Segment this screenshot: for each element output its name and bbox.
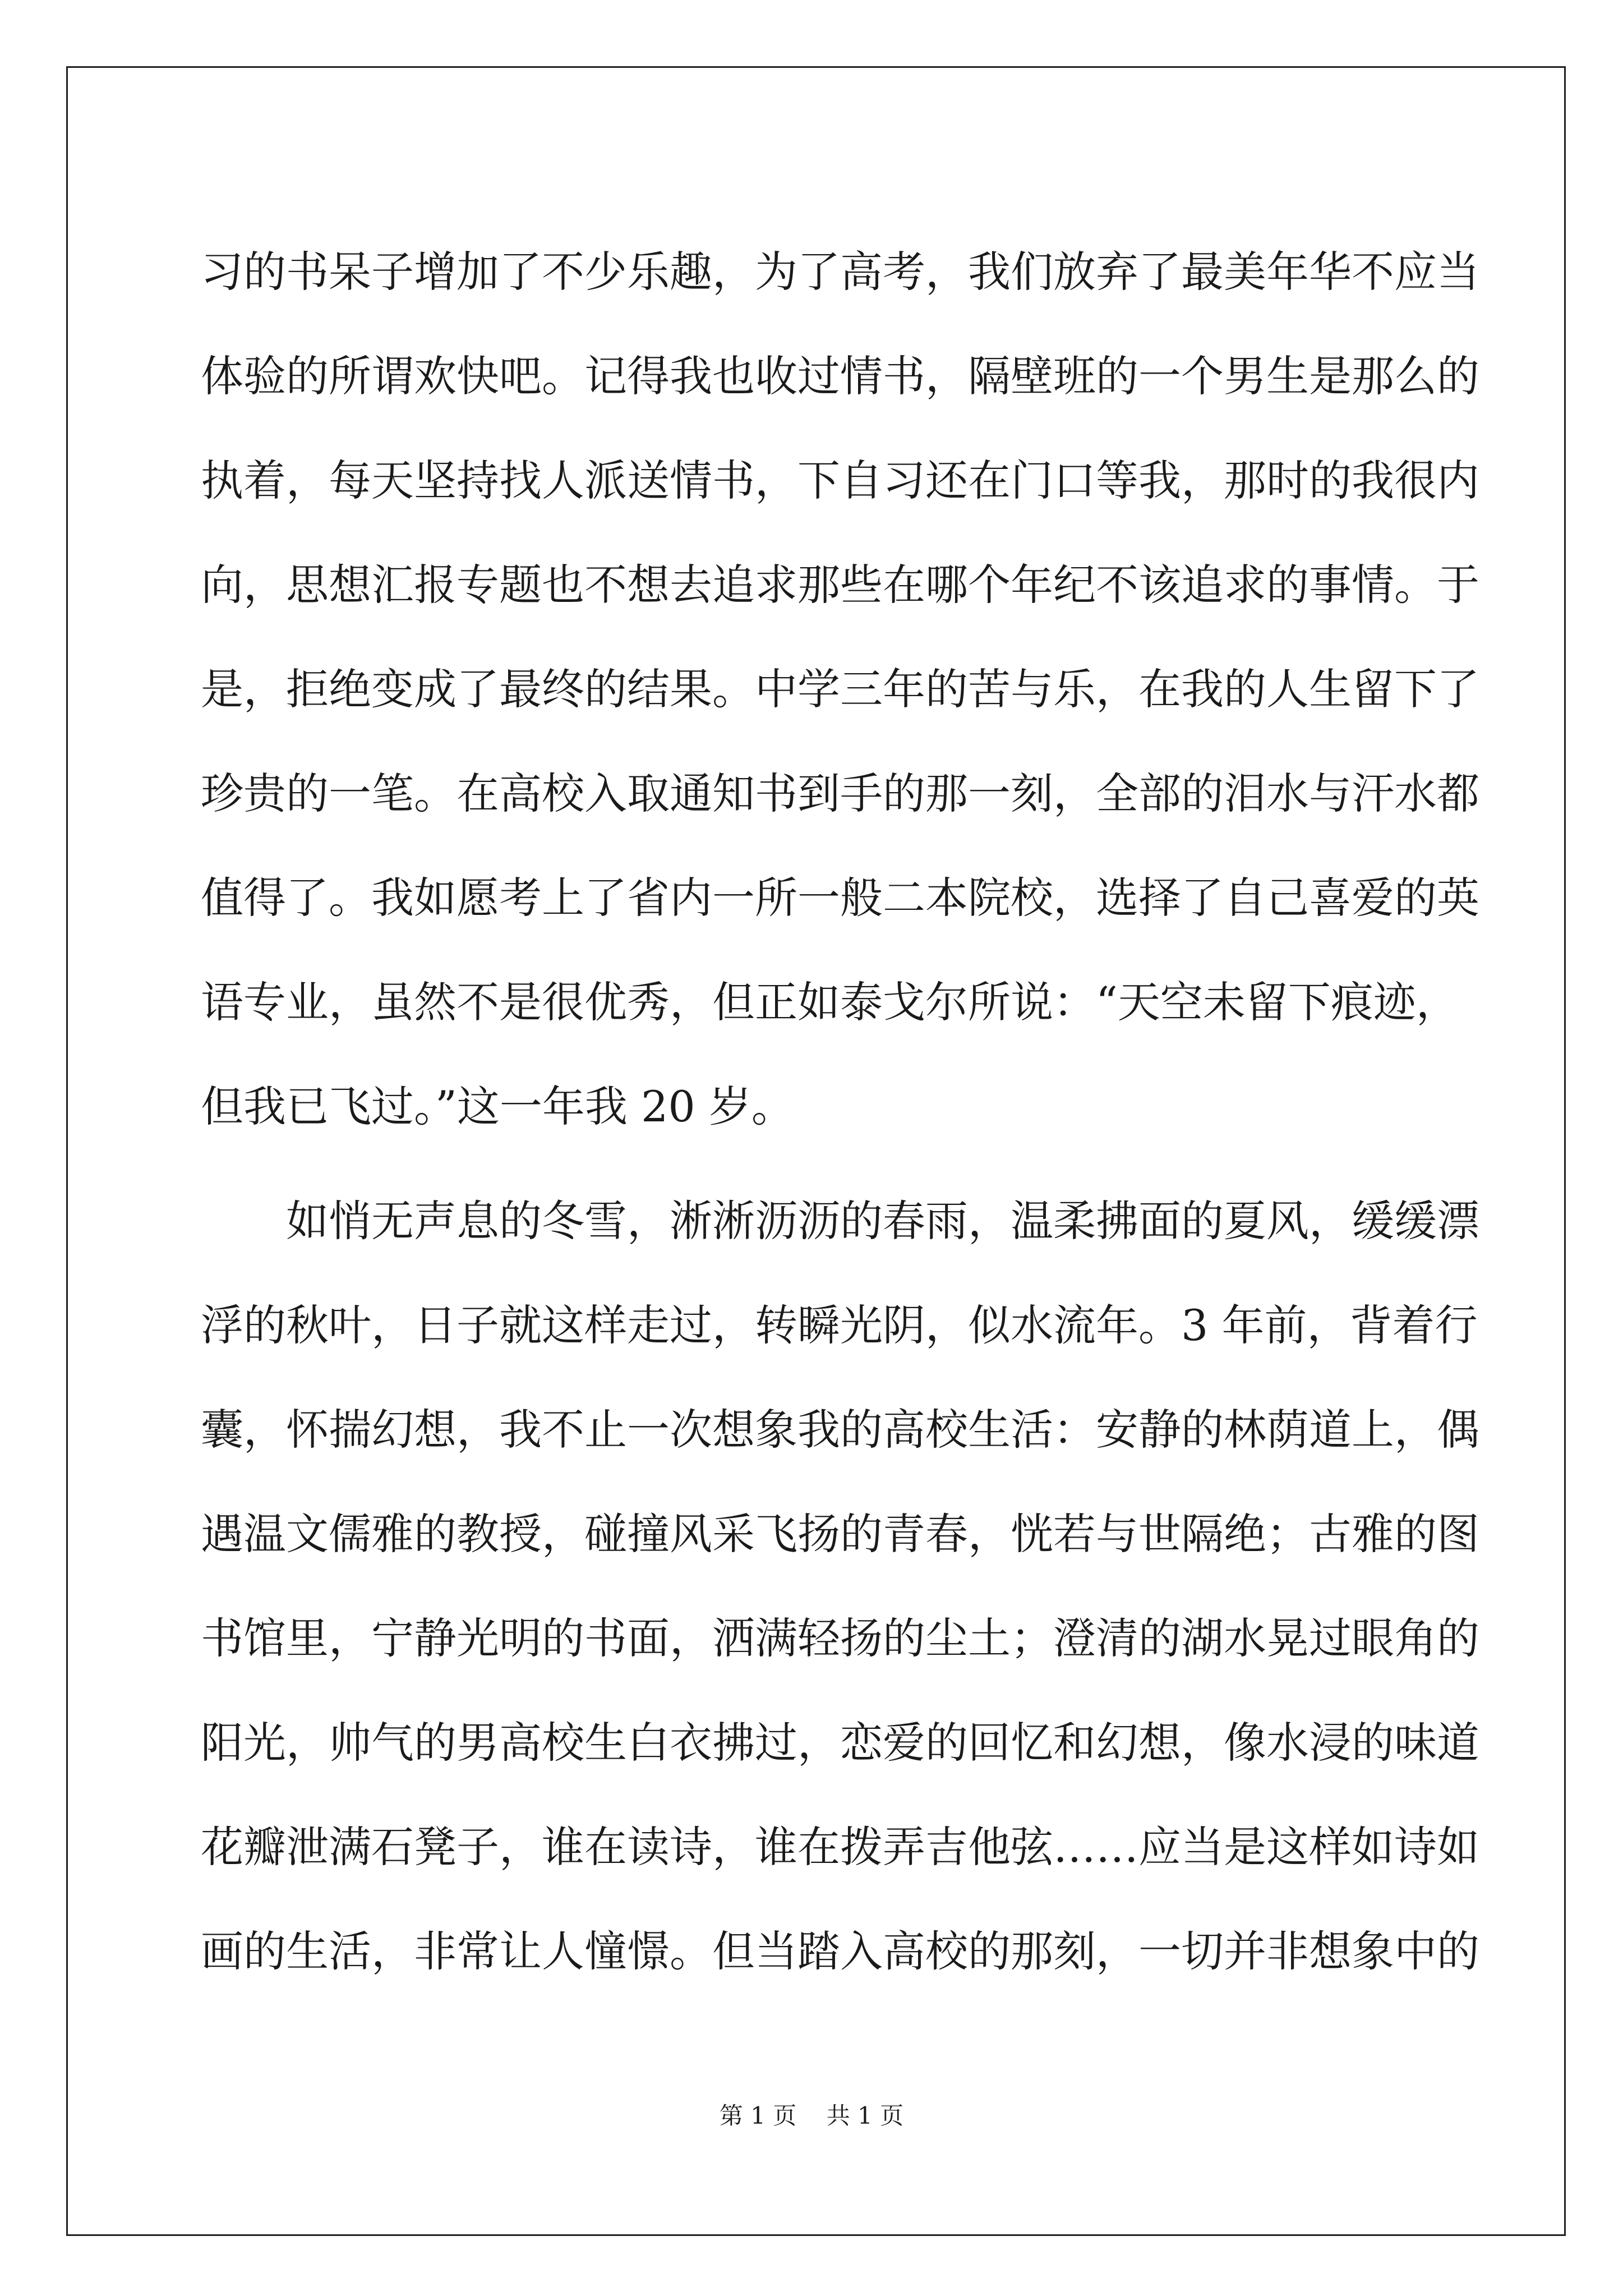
text-line: 但我已飞过。”这一年我 20 岁。 <box>201 1082 794 1131</box>
text-line: 浮的秋叶，日子就这样走过，转瞬光阴，似水流年。3 年前，背着行 <box>201 1300 1478 1350</box>
text-line: 习的书呆子增加了不少乐趣，为了高考，我们放弃了最美年华不应当 <box>201 247 1479 297</box>
text-line: 花瓣泄满石凳子，谁在读诗，谁在拨弄吉他弦……应当是这样如诗如 <box>201 1822 1479 1872</box>
text-line: 阳光，帅气的男高校生白衣拂过，恋爱的回忆和幻想，像水浸的味道 <box>201 1718 1479 1768</box>
text-line: 画的生活，非常让人憧憬。但当踏入高校的那刻，一切并非想象中的 <box>201 1926 1479 1976</box>
text-line: 语专业，虽然不是很优秀，但正如泰戈尔所说：“天空未留下痕迹， <box>201 977 1459 1027</box>
text-line: 体验的所谓欢快吧。记得我也收过情书，隔壁班的一个男生是那么的 <box>201 351 1479 401</box>
document-body <box>201 220 1479 2004</box>
text-line: 向，思想汇报专题也不想去追求那些在哪个年纪不该追求的事情。于 <box>201 560 1479 610</box>
text-line: 遇温文儒雅的教授，碰撞风采飞扬的青春，恍若与世隔绝；古雅的图 <box>201 1509 1479 1559</box>
text-line: 是，拒绝变成了最终的结果。中学三年的苦与乐，在我的人生留下了 <box>201 664 1479 714</box>
text-line: 珍贵的一笔。在高校入取通知书到手的那一刻，全部的泪水与汗水都 <box>201 769 1479 818</box>
paragraph-gap <box>201 1159 1435 1169</box>
text-line: 执着，每天坚持找人派送情书，下自习还在门口等我，那时的我很内 <box>201 455 1479 505</box>
text-line: 囊，怀揣幻想，我不止一次想象我的高校生活：安静的林荫道上，偶 <box>201 1405 1479 1455</box>
paragraph-2 <box>201 1169 1479 2004</box>
page-number-footer: 第 1 页 共 1 页 <box>719 2102 904 2129</box>
text-line: 如悄无声息的冬雪，淅淅沥沥的春雨，温柔拂面的夏风，缓缓漂 <box>286 1196 1479 1246</box>
text-line: 书馆里，宁静光明的书面，洒满轻扬的尘土；澄清的湖水晃过眼角的 <box>201 1613 1479 1663</box>
paragraph-1 <box>201 220 1479 1159</box>
text-line: 值得了。我如愿考上了省内一所一般二本院校，选择了自己喜爱的英 <box>201 873 1479 923</box>
